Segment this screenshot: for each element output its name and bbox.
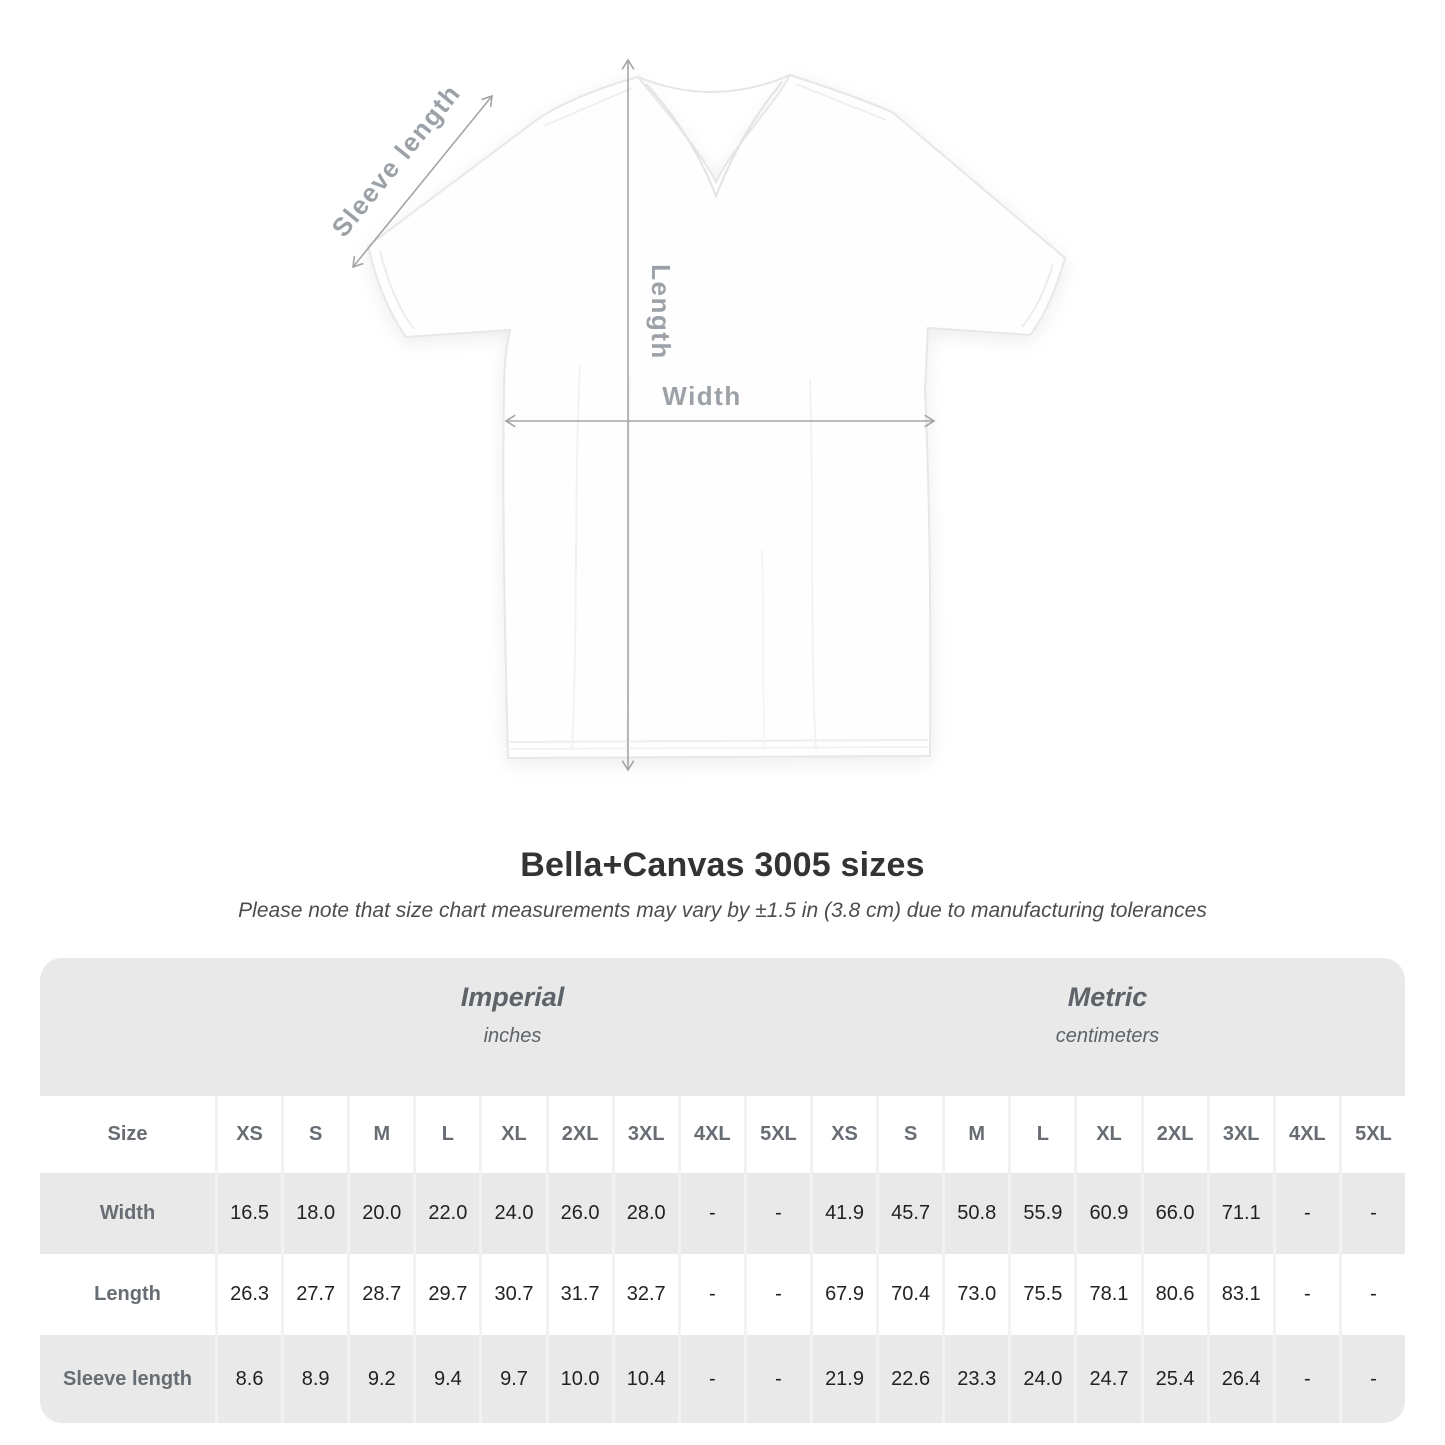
- value-cell: 28.0: [612, 1173, 678, 1254]
- metric-band-cell: [810, 958, 1405, 1096]
- value-cell: 20.0: [347, 1173, 413, 1254]
- value-cell: 10.0: [546, 1335, 612, 1423]
- value-cell: 10.4: [612, 1335, 678, 1423]
- value-cell: -: [744, 1254, 810, 1335]
- size-header-cell: XL: [1074, 1096, 1140, 1173]
- sleeve-length-label: Sleeve length: [330, 78, 467, 243]
- value-cell: 30.7: [479, 1254, 545, 1335]
- size-header-cell: XS: [810, 1096, 876, 1173]
- value-cell: -: [1273, 1335, 1339, 1423]
- table-row: [40, 1335, 1405, 1423]
- value-cell: -: [744, 1173, 810, 1254]
- value-cell: 66.0: [1141, 1173, 1207, 1254]
- value-cell: -: [678, 1254, 744, 1335]
- tshirt-diagram: [330, 30, 1090, 800]
- imperial-band-cell: [215, 958, 810, 1096]
- size-header-cell: 5XL: [1339, 1096, 1405, 1173]
- size-header-cell: M: [942, 1096, 1008, 1173]
- value-cell: 31.7: [546, 1254, 612, 1335]
- value-cell: 78.1: [1074, 1254, 1140, 1335]
- size-header-cell: 3XL: [612, 1096, 678, 1173]
- value-cell: 26.3: [215, 1254, 281, 1335]
- value-cell: 32.7: [612, 1254, 678, 1335]
- value-cell: 73.0: [942, 1254, 1008, 1335]
- value-cell: -: [1339, 1254, 1405, 1335]
- back-neck-line: [638, 75, 790, 92]
- value-cell: 22.0: [413, 1173, 479, 1254]
- size-header-cell: L: [413, 1096, 479, 1173]
- size-header-cell: 3XL: [1207, 1096, 1273, 1173]
- size-header-cell: 2XL: [1141, 1096, 1207, 1173]
- value-cell: 26.0: [546, 1173, 612, 1254]
- band-corner-cell: [40, 958, 215, 1096]
- size-header-cell: 4XL: [678, 1096, 744, 1173]
- unit-band-row: [40, 958, 1405, 1096]
- size-header-cell: 5XL: [744, 1096, 810, 1173]
- value-cell: 23.3: [942, 1335, 1008, 1423]
- value-cell: 9.7: [479, 1335, 545, 1423]
- length-label: Length: [646, 264, 676, 360]
- metric-label: Metric: [1067, 982, 1148, 1012]
- value-cell: -: [678, 1335, 744, 1423]
- value-cell: 70.4: [876, 1254, 942, 1335]
- value-cell: 16.5: [215, 1173, 281, 1254]
- page-title: Bella+Canvas 3005 sizes: [520, 846, 925, 884]
- value-cell: 8.9: [281, 1335, 347, 1423]
- imperial-label: Imperial: [460, 982, 565, 1012]
- value-cell: -: [1273, 1254, 1339, 1335]
- value-cell: 27.7: [281, 1254, 347, 1335]
- size-header-cell: 4XL: [1273, 1096, 1339, 1173]
- value-cell: 71.1: [1207, 1173, 1273, 1254]
- value-cell: 9.4: [413, 1335, 479, 1423]
- tshirt-illustration: [330, 30, 1090, 800]
- value-cell: 41.9: [810, 1173, 876, 1254]
- value-cell: 26.4: [1207, 1335, 1273, 1423]
- value-cell: -: [678, 1173, 744, 1254]
- value-cell: 45.7: [876, 1173, 942, 1254]
- value-cell: -: [1339, 1173, 1405, 1254]
- value-cell: 8.6: [215, 1335, 281, 1423]
- value-cell: -: [1339, 1335, 1405, 1423]
- row-label: Length: [40, 1254, 215, 1335]
- size-header-cell: 2XL: [546, 1096, 612, 1173]
- value-cell: -: [1273, 1173, 1339, 1254]
- value-cell: 50.8: [942, 1173, 1008, 1254]
- value-cell: 24.7: [1074, 1335, 1140, 1423]
- value-cell: 22.6: [876, 1335, 942, 1423]
- size-header-cell: S: [281, 1096, 347, 1173]
- size-table-body: [40, 1173, 1405, 1423]
- value-cell: 60.9: [1074, 1173, 1140, 1254]
- value-cell: 55.9: [1008, 1173, 1074, 1254]
- value-cell: 28.7: [347, 1254, 413, 1335]
- row-label: Width: [40, 1173, 215, 1254]
- value-cell: -: [744, 1335, 810, 1423]
- value-cell: 75.5: [1008, 1254, 1074, 1335]
- size-header-cell: XS: [215, 1096, 281, 1173]
- value-cell: 9.2: [347, 1335, 413, 1423]
- value-cell: 21.9: [810, 1335, 876, 1423]
- imperial-unit: inches: [483, 1025, 542, 1047]
- size-table: [40, 958, 1405, 1423]
- size-header-cell: L: [1008, 1096, 1074, 1173]
- title-block: [0, 846, 1445, 923]
- value-cell: 29.7: [413, 1254, 479, 1335]
- size-table-container: [40, 958, 1405, 1423]
- value-cell: 83.1: [1207, 1254, 1273, 1335]
- row-label: Sleeve length: [40, 1335, 215, 1423]
- tshirt-shape: [368, 75, 1065, 758]
- size-header-cell: S: [876, 1096, 942, 1173]
- value-cell: 80.6: [1141, 1254, 1207, 1335]
- width-label: Width: [662, 381, 742, 411]
- size-col-header: Size: [40, 1096, 215, 1173]
- value-cell: 18.0: [281, 1173, 347, 1254]
- size-header-row: [40, 1096, 1405, 1173]
- tolerance-note: Please note that size chart measurements may vary by ±1.5 in (3.8 cm) due to manufacturing tolerances: [238, 899, 1207, 922]
- value-cell: 24.0: [1008, 1335, 1074, 1423]
- table-row: [40, 1254, 1405, 1335]
- table-row: [40, 1173, 1405, 1254]
- size-header-cell: XL: [479, 1096, 545, 1173]
- value-cell: 25.4: [1141, 1335, 1207, 1423]
- value-cell: 24.0: [479, 1173, 545, 1254]
- metric-unit: centimeters: [1055, 1025, 1160, 1047]
- value-cell: 67.9: [810, 1254, 876, 1335]
- size-header-cell: M: [347, 1096, 413, 1173]
